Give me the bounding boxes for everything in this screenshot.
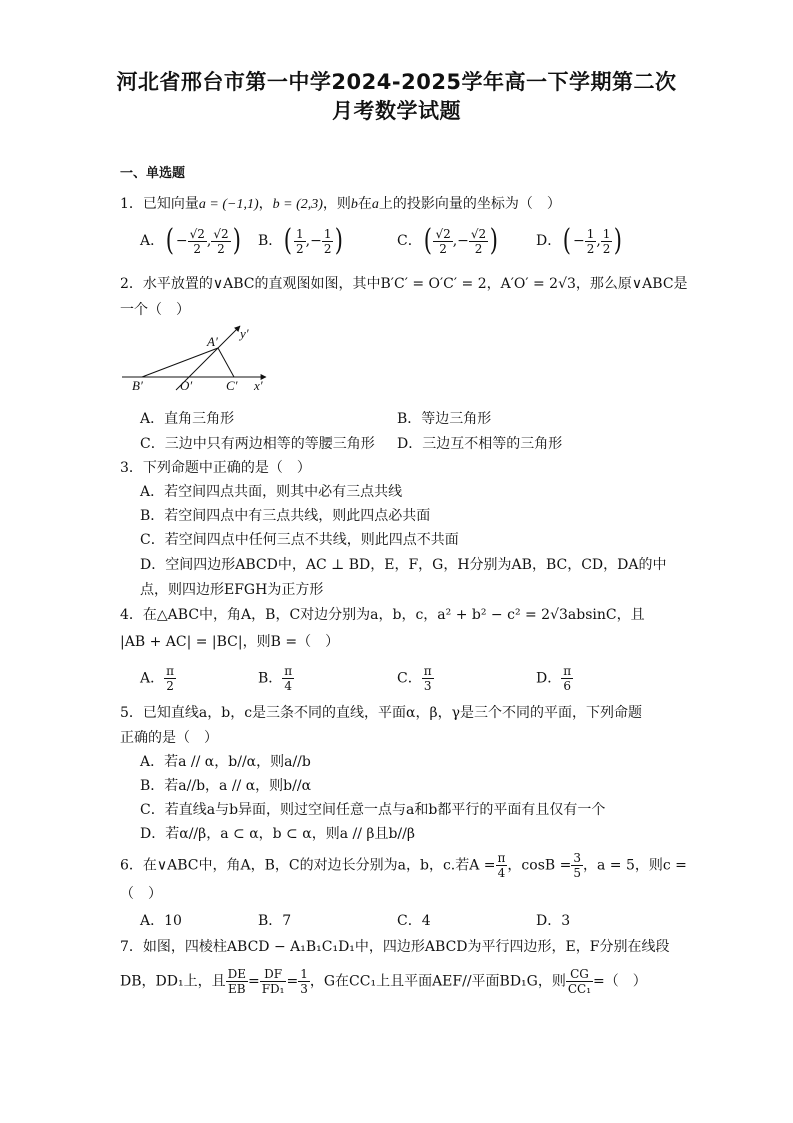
- q7-mid: ，G在CC₁上且平面AEF//平面BD₁G，则: [309, 973, 566, 990]
- option-text: 4: [421, 913, 431, 929]
- option-label: D．: [397, 436, 423, 452]
- option-label: D．: [140, 557, 166, 573]
- option-label: D．: [536, 670, 562, 687]
- q7-tail: =（ ）: [593, 973, 647, 990]
- option-label: B．: [258, 233, 283, 249]
- q2-option-c[interactable]: [140, 435, 375, 453]
- q6-mid: ，cosB =: [507, 857, 572, 874]
- q1-c-frac1: $\frac{√2}{2}$: [435, 226, 451, 256]
- q4-option-c[interactable]: [397, 664, 434, 693]
- label-x: x′: [254, 378, 263, 393]
- label-c: C′: [226, 378, 238, 393]
- option-label: C．: [397, 233, 422, 249]
- option-label: A．: [140, 670, 165, 687]
- option-fraction: $\frac{\pi}{6}$: [563, 664, 572, 693]
- q5-option-d[interactable]: [140, 825, 415, 843]
- question-6-line2: （ ）: [120, 886, 162, 902]
- q3-option-b[interactable]: [140, 507, 430, 525]
- option-text: 若a // α，b//α，则a//b: [164, 754, 311, 770]
- q4-option-d[interactable]: [536, 664, 573, 693]
- q2-oblique-figure: [118, 322, 278, 394]
- option-label: B．: [140, 508, 165, 524]
- q2-option-b[interactable]: [397, 410, 491, 428]
- q7-ratio-one-third: $\frac{1}{3}$: [300, 967, 308, 996]
- q1-vector-a: a = (−1,1): [198, 197, 259, 212]
- q1-b-frac2: $\frac{1}{2}$: [323, 226, 332, 256]
- q1-mid2: 在: [357, 196, 372, 212]
- q1-d-frac1: $\frac{1}{2}$: [586, 226, 595, 256]
- q1-option-c[interactable]: C．( $\frac{√2}{2}$ ,− $\frac{√2}{2}$ ): [397, 223, 499, 258]
- question-4-line1: 4．在△ABC中，角A，B，C对边分别为a，b，c，a² + b² − c² = 2√3absinC，且: [120, 607, 645, 623]
- option-label: B．: [140, 778, 165, 794]
- label-y: y′: [240, 326, 249, 341]
- option-text: 若空间四点共面，则其中必有三点共线: [164, 484, 403, 500]
- option-label: A．: [140, 484, 165, 500]
- q7-pre: DB，DD₁上，且: [120, 973, 226, 990]
- option-text: 空间四边形ABCD中，AC ⊥ BD，E，F，G，H分别为AB，BC，CD，DA的中: [165, 557, 667, 573]
- question-1-stem: [120, 195, 561, 214]
- q1-b: b: [350, 197, 358, 212]
- option-label: A．: [140, 754, 165, 770]
- option-label: D．: [536, 233, 562, 249]
- option-label: B．: [258, 670, 283, 687]
- q2-option-a[interactable]: [140, 410, 234, 428]
- option-text: 若空间四点中任何三点不共线，则此四点不共面: [164, 532, 459, 548]
- q1-vector-b: b = (2,3): [272, 197, 323, 212]
- q1-option-d[interactable]: D．( − $\frac{1}{2}$ , $\frac{1}{2}$ ): [536, 223, 623, 258]
- q4-option-b[interactable]: [258, 664, 294, 693]
- exam-title-line2: 月考数学试题: [332, 99, 461, 123]
- option-text: 等边三角形: [421, 411, 492, 427]
- question-7-line1: 7．如图，四棱柱ABCD − A₁B₁C₁D₁中，四边形ABCD为平行四边形，E，F分别在线段: [120, 939, 670, 955]
- option-label: D．: [536, 913, 562, 929]
- q1-a-frac1: $\frac{√2}{2}$: [189, 226, 205, 256]
- q7-eq1: =: [247, 973, 260, 990]
- question-3-stem: 3．下列命题中正确的是（ ）: [120, 460, 311, 476]
- option-fraction: $\frac{\pi}{3}$: [423, 664, 432, 693]
- q3-option-d-continued: 点，则四边形EFGH为正方形: [140, 582, 324, 598]
- q5-option-c[interactable]: [140, 801, 605, 819]
- q1-separator: ，: [258, 196, 273, 212]
- q1-tail: 上的投影向量的坐标为（ ）: [378, 196, 561, 212]
- option-label: D．: [140, 826, 166, 842]
- section-heading: 一、单选题: [120, 166, 186, 181]
- q5-option-b[interactable]: [140, 777, 311, 795]
- option-label: C．: [397, 913, 422, 929]
- question-2-line1: 2．水平放置的∨ABC的直观图如图，其中B′C′ = O′C′ = 2，A′O′ = 2√3，那么原∨ABC是: [120, 276, 688, 292]
- q7-ratio-de-eb: $\frac{DE}{EB}$: [227, 967, 246, 996]
- option-label: C．: [140, 802, 165, 818]
- label-a: A′: [207, 334, 218, 349]
- option-label: C．: [140, 532, 165, 548]
- q6-cos-b-fraction: $\frac{3}{5}$: [573, 851, 581, 880]
- question-2-line2: 一个（ ）: [120, 302, 190, 318]
- q1-a: a: [371, 197, 379, 212]
- option-text: 3: [561, 913, 571, 929]
- option-text: 若α//β，a ⊂ α，b ⊂ α，则a // β且b//β: [165, 826, 415, 842]
- q1-d-frac2: $\frac{1}{2}$: [602, 226, 611, 256]
- question-6-line1: [120, 851, 687, 880]
- question-5-line2: 正确的是（ ）: [120, 730, 218, 746]
- q3-option-d[interactable]: [140, 556, 667, 574]
- side-a-c: [218, 348, 234, 377]
- q4-option-a[interactable]: [140, 664, 176, 693]
- option-fraction: $\frac{\pi}{4}$: [284, 664, 293, 693]
- option-text: 若a//b，a // α，则b//α: [164, 778, 312, 794]
- option-label: A．: [140, 233, 165, 249]
- option-label: B．: [397, 411, 422, 427]
- q6-option-a[interactable]: [140, 912, 182, 930]
- q7-ratio-cg-cc1: $\frac{CG}{\text{CC₁}}$: [567, 967, 592, 996]
- question-4-line2: |AB + AC| = |BC|，则B =（ ）: [120, 634, 340, 650]
- q1-c-frac2: $\frac{√2}{2}$: [470, 226, 487, 256]
- q1-b-frac1: $\frac{1}{2}$: [296, 226, 304, 256]
- q1-a-frac2: $\frac{√2}{2}$: [213, 226, 229, 256]
- option-label: A．: [140, 913, 165, 929]
- option-text: 若空间四点中有三点共线，则此四点必共面: [164, 508, 431, 524]
- option-fraction: $\frac{\pi}{2}$: [166, 664, 175, 693]
- q3-option-a[interactable]: [140, 483, 402, 501]
- q6-option-b[interactable]: [258, 912, 291, 930]
- label-b: B′: [132, 378, 143, 393]
- side-b-a: [142, 348, 218, 377]
- q6-pre: 6．在∨ABC中，角A，B，C的对边长分别为a，b，c.若A =: [120, 857, 496, 874]
- q6-tail: ，a = 5，则c =: [583, 857, 687, 874]
- option-text: 三边中只有两边相等的等腰三角形: [164, 436, 375, 452]
- question-5-line1: 5．已知直线a，b，c是三条不同的直线，平面α，β，γ是三个不同的平面，下列命题: [120, 705, 642, 721]
- q1-option-a[interactable]: A．( − $\frac{√2}{2}$ , $\frac{√2}{2}$ ): [140, 223, 241, 258]
- option-text: 若直线a与b异面，则过空间任意一点与a和b都平行的平面有且仅有一个: [164, 802, 606, 818]
- q5-option-a[interactable]: [140, 753, 311, 771]
- q7-ratio-df-fd1: $\frac{DF}{\text{FD₁}}$: [261, 967, 285, 996]
- exam-title-line1: 河北省邢台市第一中学2024-2025学年高一下学期第二次: [116, 70, 677, 94]
- q1-b-sign2: −: [310, 233, 322, 249]
- option-text: 7: [282, 913, 292, 929]
- q1-mid: ，则: [322, 196, 351, 212]
- option-text: 直角三角形: [164, 411, 235, 427]
- option-label: A．: [140, 411, 165, 427]
- q1-option-b[interactable]: B．( $\frac{1}{2}$ ,− $\frac{1}{2}$ ): [258, 223, 344, 258]
- q1-a-sign1: −: [175, 233, 188, 249]
- option-text: 三边互不相等的三角形: [422, 436, 563, 452]
- q6-option-d[interactable]: [536, 912, 570, 930]
- question-7-line2: [120, 967, 647, 996]
- option-text: 10: [164, 913, 182, 929]
- q1-d-sign1: −: [572, 233, 585, 249]
- option-label: C．: [397, 670, 422, 687]
- q3-option-c[interactable]: [140, 531, 459, 549]
- q1-prefix: 1．已知向量: [120, 196, 199, 212]
- q7-eq2: =: [286, 973, 299, 990]
- option-label: C．: [140, 436, 165, 452]
- q6-option-c[interactable]: [397, 912, 431, 930]
- q1-c-sign2: −: [457, 233, 469, 249]
- option-label: B．: [258, 913, 283, 929]
- label-o: O′: [180, 378, 193, 393]
- q6-angle-a-fraction: $\frac{\pi}{4}$: [497, 851, 506, 880]
- q2-option-d[interactable]: [397, 435, 562, 453]
